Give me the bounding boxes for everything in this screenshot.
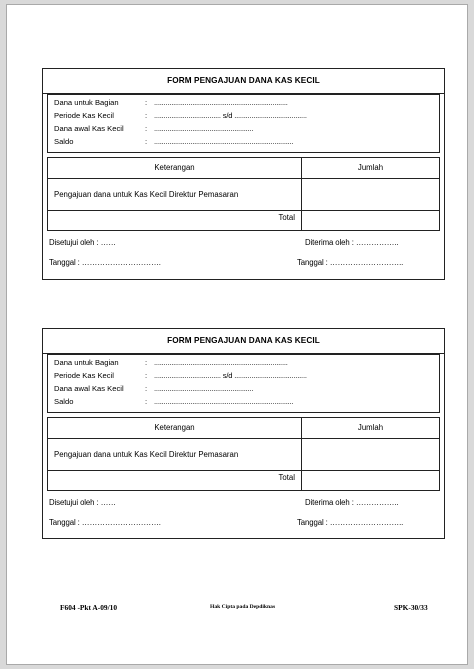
field-value: ...................................................................... (154, 358, 288, 367)
field-value: ................................... s/d ...................................... (154, 371, 307, 380)
header-jumlah: Jumlah (357, 423, 384, 432)
date-right: Tanggal : ……………………….. (297, 518, 404, 527)
field-value: ......................................................................... (154, 397, 294, 406)
field-value: .................................................... (154, 124, 254, 133)
header-jumlah: Jumlah (357, 163, 384, 172)
field-colon: : (145, 384, 148, 393)
footer-doc-code: F604 -Pkt A-09/10 (60, 603, 118, 612)
table-rule (301, 470, 439, 471)
table-description: Pengajuan dana untuk Kas Kecil Direktur Pemasaran (54, 450, 239, 459)
received-by: Diterima oleh : …………….. (305, 238, 399, 247)
field-saldo (54, 396, 437, 408)
date-left: Tanggal : …………………………. (49, 518, 161, 527)
form-info-box (47, 354, 440, 413)
field-label: Dana awal Kas Kecil (54, 124, 124, 133)
field-label: Dana untuk Bagian (54, 98, 119, 107)
field-label: Dana awal Kas Kecil (54, 384, 124, 393)
field-colon: : (145, 98, 148, 107)
field-dana-untuk-bagian (54, 357, 437, 369)
field-label: Periode Kas Kecil (54, 371, 114, 380)
field-value: ................................... s/d ...................................... (154, 111, 307, 120)
document-page (6, 4, 468, 665)
field-colon: : (145, 137, 148, 146)
table-rule (301, 210, 439, 211)
table-rule (48, 210, 301, 211)
approved-by: Disetujui oleh : …… (49, 498, 117, 507)
field-value: ...................................................................... (154, 98, 288, 107)
footer-page-number: SPK-30/33 (394, 603, 428, 612)
date-right: Tanggal : ……………………….. (297, 258, 404, 267)
field-periode-kas-kecil (54, 110, 437, 122)
field-dana-untuk-bagian (54, 97, 437, 109)
amount-table (47, 417, 440, 491)
table-rule (48, 438, 439, 439)
field-saldo (54, 136, 437, 148)
field-label: Periode Kas Kecil (54, 111, 114, 120)
form-info-box (47, 94, 440, 153)
amount-table (47, 157, 440, 231)
field-dana-awal (54, 383, 437, 395)
header-keterangan: Keterangan (154, 423, 195, 432)
form-title: FORM PENGAJUAN DANA KAS KECIL (43, 329, 444, 354)
table-rule (48, 470, 301, 471)
field-colon: : (145, 371, 148, 380)
field-periode-kas-kecil (54, 370, 437, 382)
total-label: Total (278, 213, 295, 222)
form-title: FORM PENGAJUAN DANA KAS KECIL (43, 69, 444, 94)
field-value: ......................................................................... (154, 137, 294, 146)
field-colon: : (145, 124, 148, 133)
petty-cash-form-2 (42, 328, 445, 539)
approved-by: Disetujui oleh : …… (49, 238, 117, 247)
field-value: .................................................... (154, 384, 254, 393)
field-dana-awal (54, 123, 437, 135)
field-colon: : (145, 397, 148, 406)
field-colon: : (145, 111, 148, 120)
table-description: Pengajuan dana untuk Kas Kecil Direktur Pemasaran (54, 190, 239, 199)
field-label: Saldo (54, 137, 74, 146)
footer-copyright: Hak Cipta pada Depdiknas (210, 604, 276, 610)
received-by: Diterima oleh : …………….. (305, 498, 399, 507)
date-left: Tanggal : …………………………. (49, 258, 161, 267)
field-label: Dana untuk Bagian (54, 358, 119, 367)
header-keterangan: Keterangan (154, 163, 195, 172)
field-colon: : (145, 358, 148, 367)
field-label: Saldo (54, 397, 74, 406)
petty-cash-form-1 (42, 68, 445, 280)
total-label: Total (278, 473, 295, 482)
table-rule (48, 178, 439, 179)
